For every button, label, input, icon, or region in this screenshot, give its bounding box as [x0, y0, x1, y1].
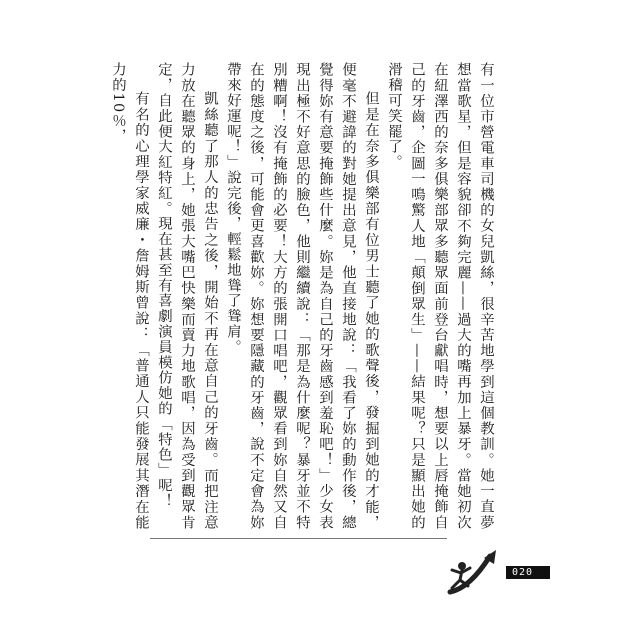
paragraph-1: 有一位市營電車司機的女兒凱絲，很辛苦地學到這個教訓。她一直夢想當歌星，但是容貌卻不夠完麗——過大的嘴再加上暴牙。當她初次在紐澤西的奈多俱樂部眾多聽眾面前登台獻唱時，想要以上唇掩飾自己的牙齒，企圖一鳴驚人地「顛倒眾生」——結果呢？只是顯出她的滑稽可笑罷了。: [386, 62, 494, 530]
body-text: [110, 62, 497, 530]
paragraph-3: 凱絲聽了那人的忠告之後，開始不再在意自己的牙齒。而把注意力放在聽眾的身上，她張大嘴巴快樂而賣力地歌唱，因為受到觀眾肯定，自此便大紅特紅。現在甚至有喜劇演員模仿她的「特色」呢！: [156, 62, 218, 530]
paragraph-4: 有名的心理學家威廉・詹姆斯曾說：「普通人只能發展其潛在能力的10％，: [110, 62, 149, 530]
runner-arrow-icon: [440, 548, 500, 598]
footer-rule: [150, 538, 447, 539]
page-number: 020: [506, 566, 550, 579]
paragraph-2: 但是在奈多俱樂部有位男士聽了她的歌聲後，發掘到她的才能，便毫不避諱的對她提出意見，他直接地說：「我看了妳的動作後，總覺得妳有意要掩飾些什麼。妳是為自己的牙齒感到羞恥吧！」少女表現出極不好意思的臉色，他則繼續說：「那是為什麼呢？暴牙並不特別糟啊！沒有掩飾的必要！大方的張開口唱吧，觀眾看到妳自然又自在的態度之後，可能會更喜歡妳。妳想要隱藏的牙齒，說不定會為妳帶來好運呢！」說完後，輕鬆地聳了聳肩。: [225, 62, 379, 530]
